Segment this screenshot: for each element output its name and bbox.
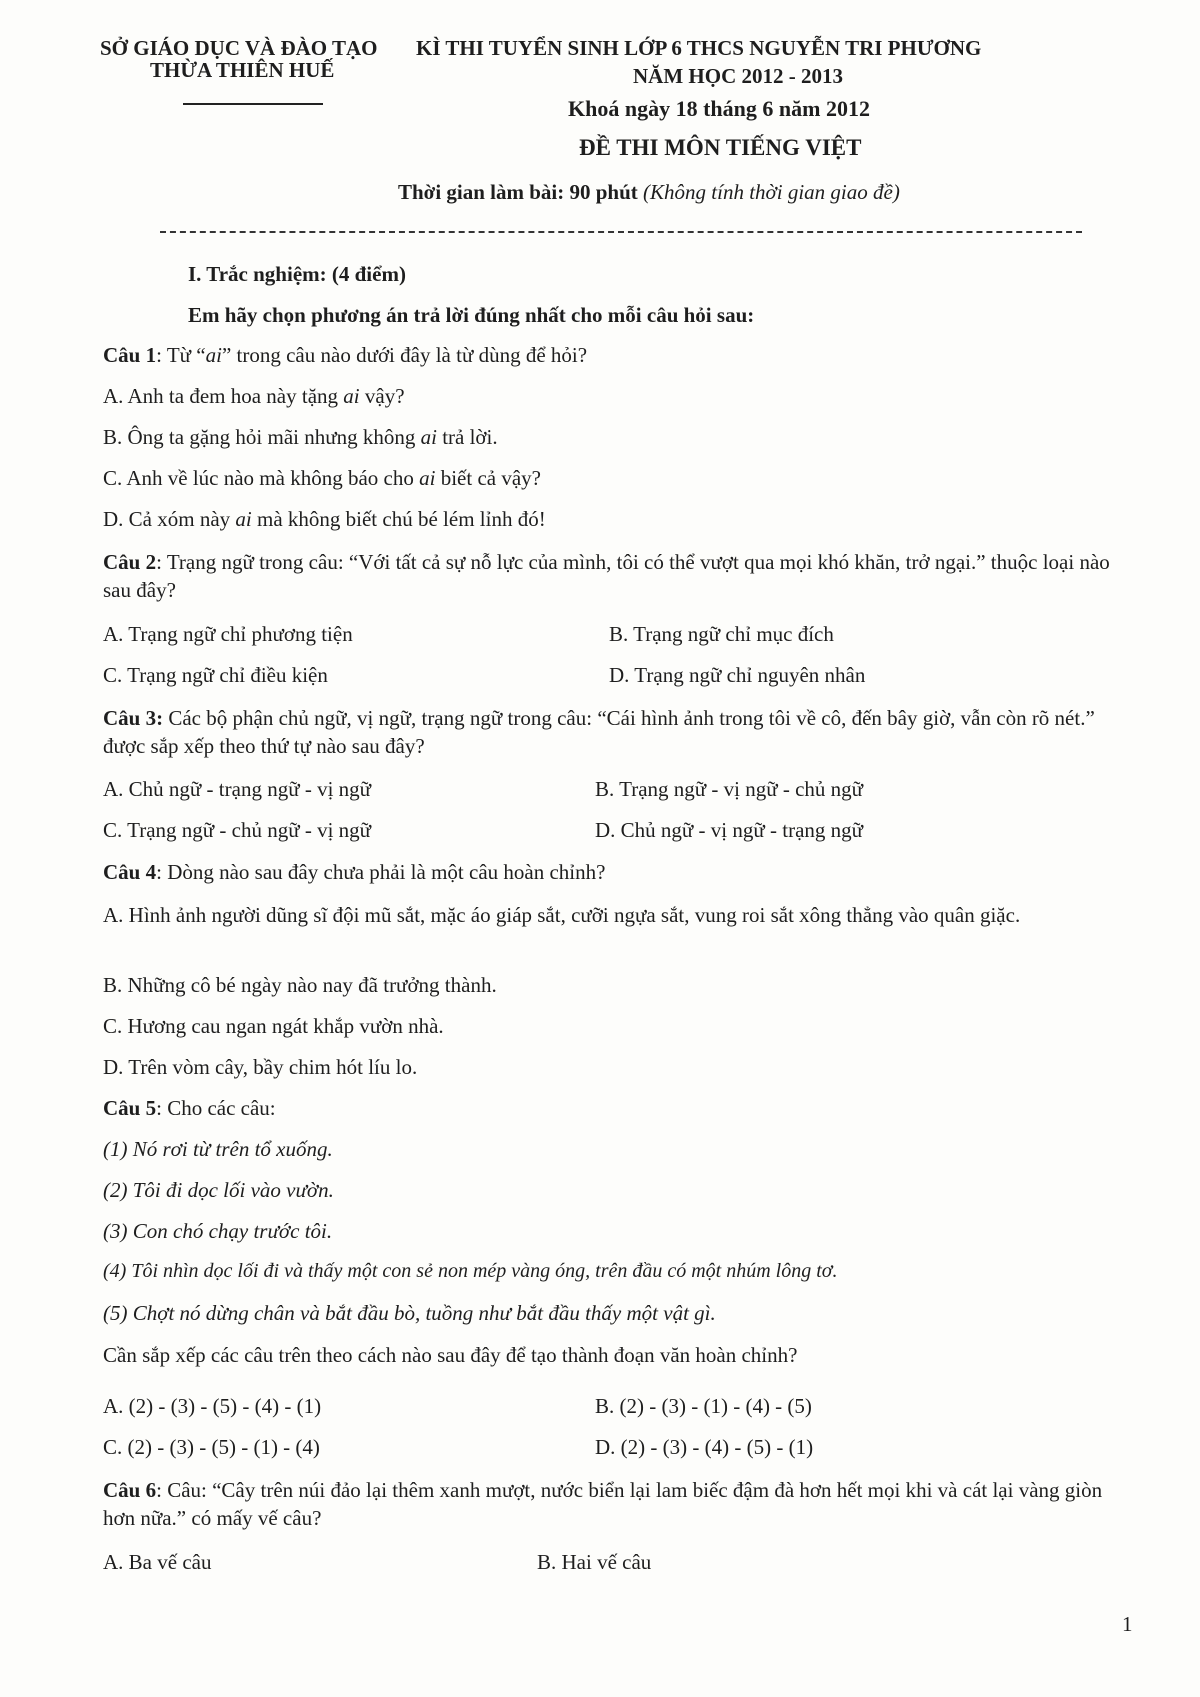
section-title: I. Trắc nghiệm: (4 điểm) <box>188 262 406 286</box>
q4-option-b: B. Những cô bé ngày nào nay đã trưởng thành. <box>103 973 497 997</box>
q5-option-a: A. (2) - (3) - (5) - (4) - (1) <box>103 1394 322 1418</box>
question-label: Câu 3: <box>103 706 164 730</box>
q3-option-a: A. Chủ ngữ - trạng ngữ - vị ngữ <box>103 777 372 801</box>
question-text: ” trong câu nào dưới đây là từ dùng để hỏi? <box>221 343 588 367</box>
department-name: SỞ GIÁO DỤC VÀ ĐÀO TẠO <box>100 36 378 60</box>
question-text: : Dòng nào sau đây chưa phải là một câu hoàn chỉnh? <box>156 860 606 884</box>
q2-option-c: C. Trạng ngữ chỉ điều kiện <box>103 663 328 687</box>
header-underline <box>183 103 323 105</box>
question-5 <box>103 1096 276 1121</box>
school-year: NĂM HỌC 2012 - 2013 <box>633 64 843 88</box>
q1-option-c: C. Anh về lúc nào mà không báo cho ai biết cả vậy? <box>103 466 541 490</box>
question-keyword: ai <box>205 343 222 367</box>
q4-option-c: C. Hương cau ngan ngát khắp vườn nhà. <box>103 1014 444 1038</box>
q2-option-b: B. Trạng ngữ chỉ mục đích <box>609 622 834 646</box>
subject-title: ĐỀ THI MÔN TIẾNG VIỆT <box>579 135 862 160</box>
q3-option-c: C. Trạng ngữ - chủ ngữ - vị ngữ <box>103 818 372 842</box>
q4-option-d: D. Trên vòm cây, bầy chim hót líu lo. <box>103 1055 418 1079</box>
question-label: Câu 6 <box>103 1478 157 1502</box>
q4-option-a: A. Hình ảnh người dũng sĩ đội mũ sắt, mặc áo giáp sắt, cưỡi ngựa sắt, vung roi sắt xông thẳng vào quân giặc. <box>103 903 1021 927</box>
q1-option-d: D. Cả xóm này ai mà không biết chú bé lém lỉnh đó! <box>103 507 546 531</box>
question-2 <box>103 548 1133 604</box>
province-name: THỪA THIÊN HUẾ <box>150 58 335 82</box>
time-note: (Không tính thời gian giao đề) <box>643 180 900 204</box>
q2-option-a: A. Trạng ngữ chỉ phương tiện <box>103 622 353 646</box>
question-text: : Câu: “Cây trên núi đảo lại thêm xanh mượt, nước biển lại lam biếc đậm đà hơn hết mọi khi và cát lại vàng giòn hơn nữa.” có mấy vế câu? <box>103 1478 1103 1530</box>
question-text: : Từ “ <box>156 343 206 367</box>
question-text: Các bộ phận chủ ngữ, vị ngữ, trạng ngữ trong câu: “Cái hình ảnh trong tôi về cô, đến bây giờ, vẫn còn rõ nét.” được sắp xếp theo thứ tự nào sau đây? <box>103 706 1095 758</box>
page-number: 1 <box>1122 1612 1133 1636</box>
question-3 <box>103 704 1133 760</box>
q3-option-b: B. Trạng ngữ - vị ngữ - chủ ngữ <box>595 777 864 801</box>
time-limit <box>398 180 900 205</box>
q2-option-d: D. Trạng ngữ chỉ nguyên nhân <box>609 663 866 687</box>
question-text: : Cho các câu: <box>156 1096 276 1120</box>
header-divider <box>160 231 1082 233</box>
question-4 <box>103 860 605 885</box>
q6-option-a: A. Ba vế câu <box>103 1550 212 1574</box>
section-instruction: Em hãy chọn phương án trả lời đúng nhất cho mỗi câu hỏi sau: <box>188 303 755 327</box>
question-6 <box>103 1476 1133 1532</box>
q5-option-d: D. (2) - (3) - (4) - (5) - (1) <box>595 1435 814 1459</box>
q5-sentence-5: (5) Chợt nó dừng chân và bắt đầu bò, tuồng như bắt đầu thấy một vật gì. <box>103 1301 716 1325</box>
q5-prompt: Cần sắp xếp các câu trên theo cách nào sau đây để tạo thành đoạn văn hoàn chỉnh? <box>103 1343 798 1367</box>
q3-option-d: D. Chủ ngữ - vị ngữ - trạng ngữ <box>595 818 864 842</box>
q6-option-b: B. Hai vế câu <box>537 1550 652 1574</box>
q1-option-b: B. Ông ta gặng hỏi mãi nhưng không ai trả lời. <box>103 425 498 449</box>
q5-option-c: C. (2) - (3) - (5) - (1) - (4) <box>103 1435 320 1459</box>
exam-title: KÌ THI TUYỂN SINH LỚP 6 THCS NGUYỄN TRI PHƯƠNG <box>416 36 982 60</box>
exam-date: Khoá ngày 18 tháng 6 năm 2012 <box>568 96 870 121</box>
question-1 <box>103 343 587 368</box>
q5-sentence-2: (2) Tôi đi dọc lối vào vườn. <box>103 1178 334 1202</box>
q5-sentence-1: (1) Nó rơi từ trên tổ xuống. <box>103 1137 333 1161</box>
time-label: Thời gian làm bài: 90 phút <box>398 180 638 204</box>
q5-sentence-3: (3) Con chó chạy trước tôi. <box>103 1219 333 1243</box>
q1-option-a: A. Anh ta đem hoa này tặng ai vậy? <box>103 384 405 408</box>
q5-option-b: B. (2) - (3) - (1) - (4) - (5) <box>595 1394 812 1418</box>
question-label: Câu 2 <box>103 550 157 574</box>
question-label: Câu 4 <box>103 860 157 884</box>
question-text: : Trạng ngữ trong câu: “Với tất cả sự nỗ lực của mình, tôi có thể vượt qua mọi khó khăn, trở ngại.” thuộc loại nào sau đây? <box>103 550 1110 602</box>
q5-sentence-4: (4) Tôi nhìn dọc lối đi và thấy một con sẻ non mép vàng óng, trên đầu có một nhúm lông tơ. <box>103 1260 838 1282</box>
question-label: Câu 1 <box>103 343 157 367</box>
question-label: Câu 5 <box>103 1096 157 1120</box>
